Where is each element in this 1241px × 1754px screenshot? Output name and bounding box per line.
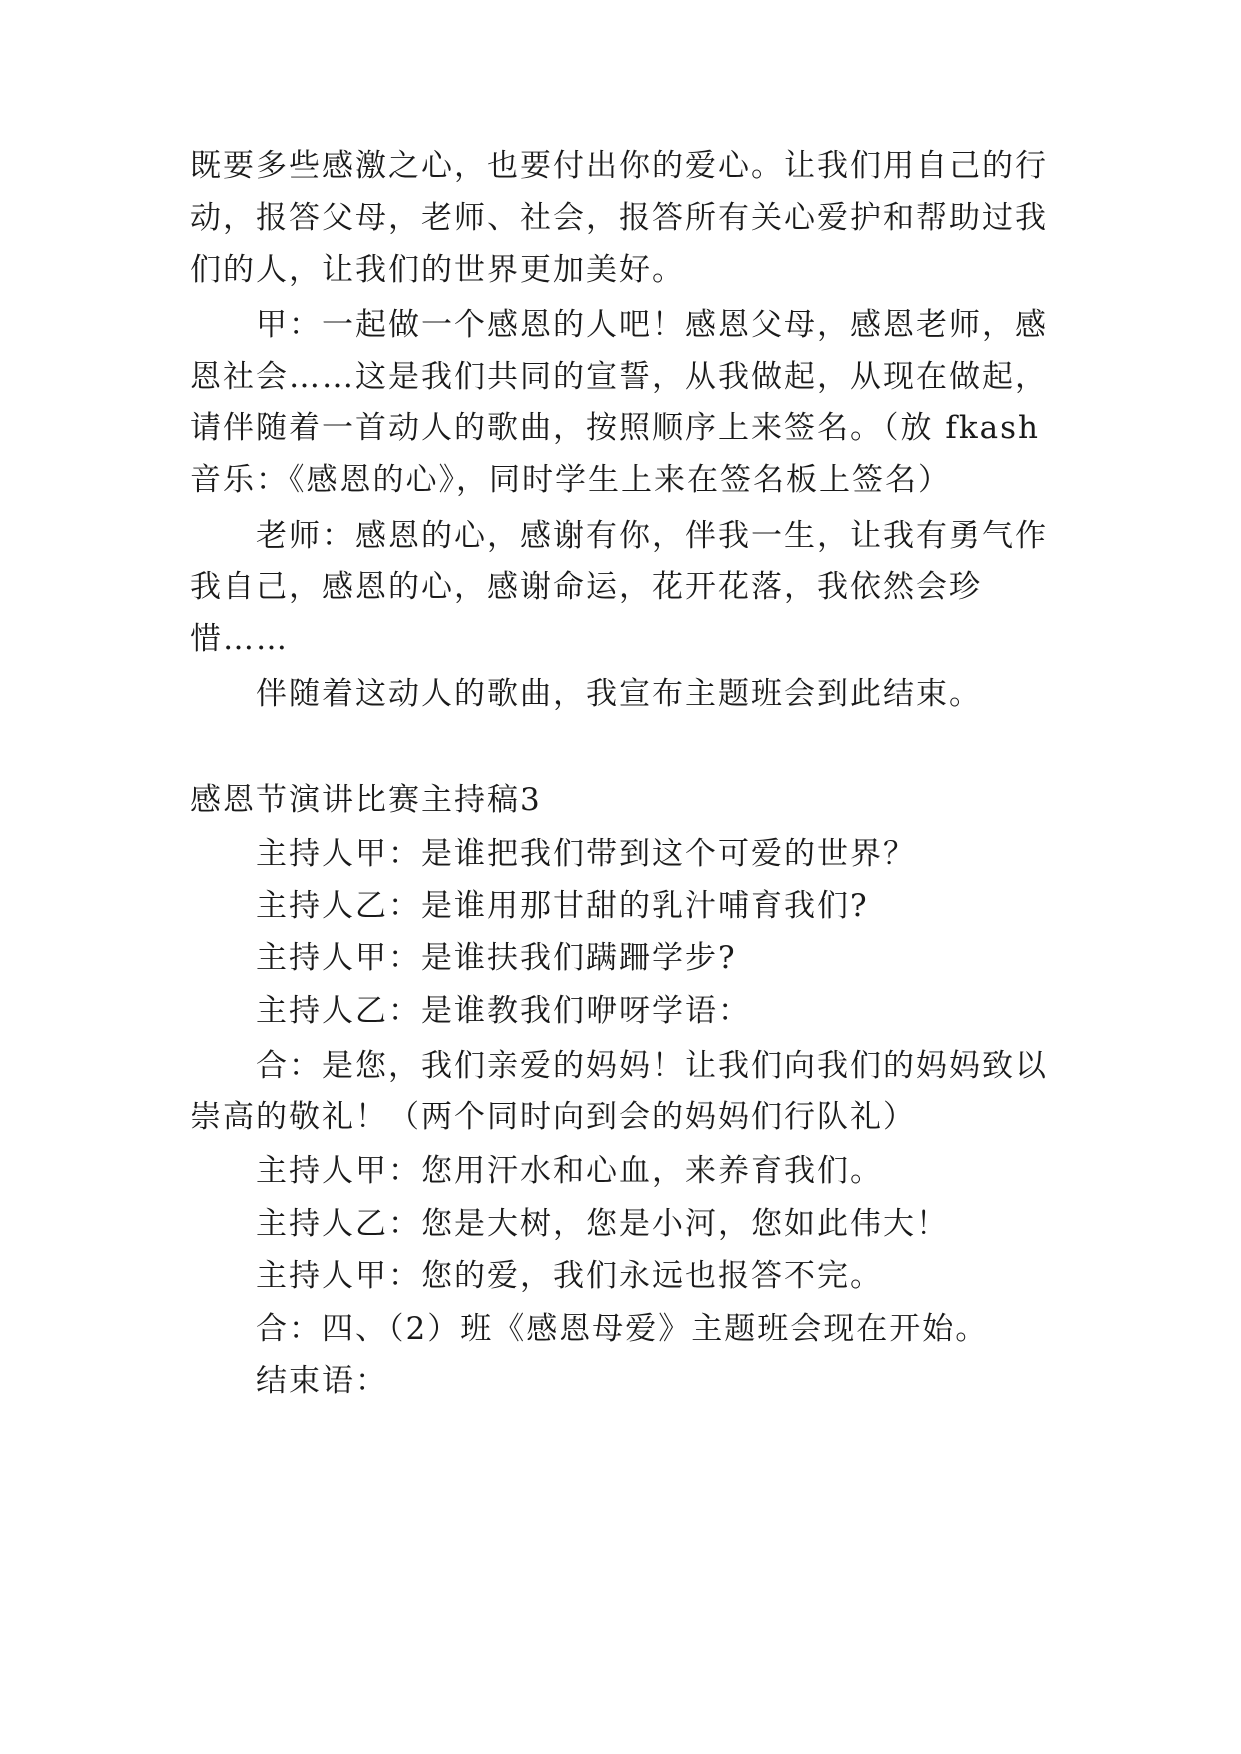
text-line: 动，报答父母，老师、社会，报答所有关心爱护和帮助过我 <box>190 200 1048 236</box>
text-line: 崇高的敬礼！（两个同时向到会的妈妈们行队礼） <box>190 1099 916 1135</box>
text-line: 合：四、（2）班《感恩母爱》主题班会现在开始。 <box>256 1311 989 1347</box>
text-line: 恩社会……这是我们共同的宣誓，从我做起，从现在做起， <box>190 359 1048 395</box>
text-line: 们的人，让我们的世界更加美好。 <box>190 252 685 288</box>
text-line: 惜…… <box>190 621 289 657</box>
text-line: 请伴随着一首动人的歌曲，按照顺序上来签名。（放 fkash <box>190 410 1040 446</box>
text-line: 合：是您，我们亲爱的妈妈！让我们向我们的妈妈致以 <box>256 1048 1048 1084</box>
text-line: 主持人乙：是谁教我们咿呀学语： <box>256 993 751 1029</box>
text-line: 主持人甲：是谁扶我们蹒跚学步? <box>256 940 737 976</box>
text-line: 既要多些感激之心，也要付出你的爱心。让我们用自己的行 <box>190 148 1048 184</box>
text-line: 主持人乙：是谁用那甘甜的乳汁哺育我们? <box>256 888 869 924</box>
text-line: 音乐：《感恩的心》，同时学生上来在签名板上签名） <box>190 462 951 498</box>
text-line: 结束语： <box>256 1363 388 1399</box>
text-line: 主持人甲：您用汗水和心血，来养育我们。 <box>256 1153 883 1189</box>
text-line: 甲：一起做一个感恩的人吧！感恩父母，感恩老师，感 <box>256 307 1048 343</box>
text-line: 伴随着这动人的歌曲，我宣布主题班会到此结束。 <box>256 676 982 712</box>
text-line: 主持人乙：您是大树，您是小河，您如此伟大！ <box>256 1206 949 1242</box>
text-line: 主持人甲：您的爱，我们永远也报答不完。 <box>256 1258 883 1294</box>
text-line: 我自己，感恩的心，感谢命运，花开花落，我依然会珍 <box>190 569 982 605</box>
text-line: 老师：感恩的心，感谢有你，伴我一生，让我有勇气作 <box>256 518 1048 554</box>
section-heading: 感恩节演讲比赛主持稿3 <box>190 782 542 818</box>
text-line: 主持人甲：是谁把我们带到这个可爱的世界？ <box>256 836 916 872</box>
